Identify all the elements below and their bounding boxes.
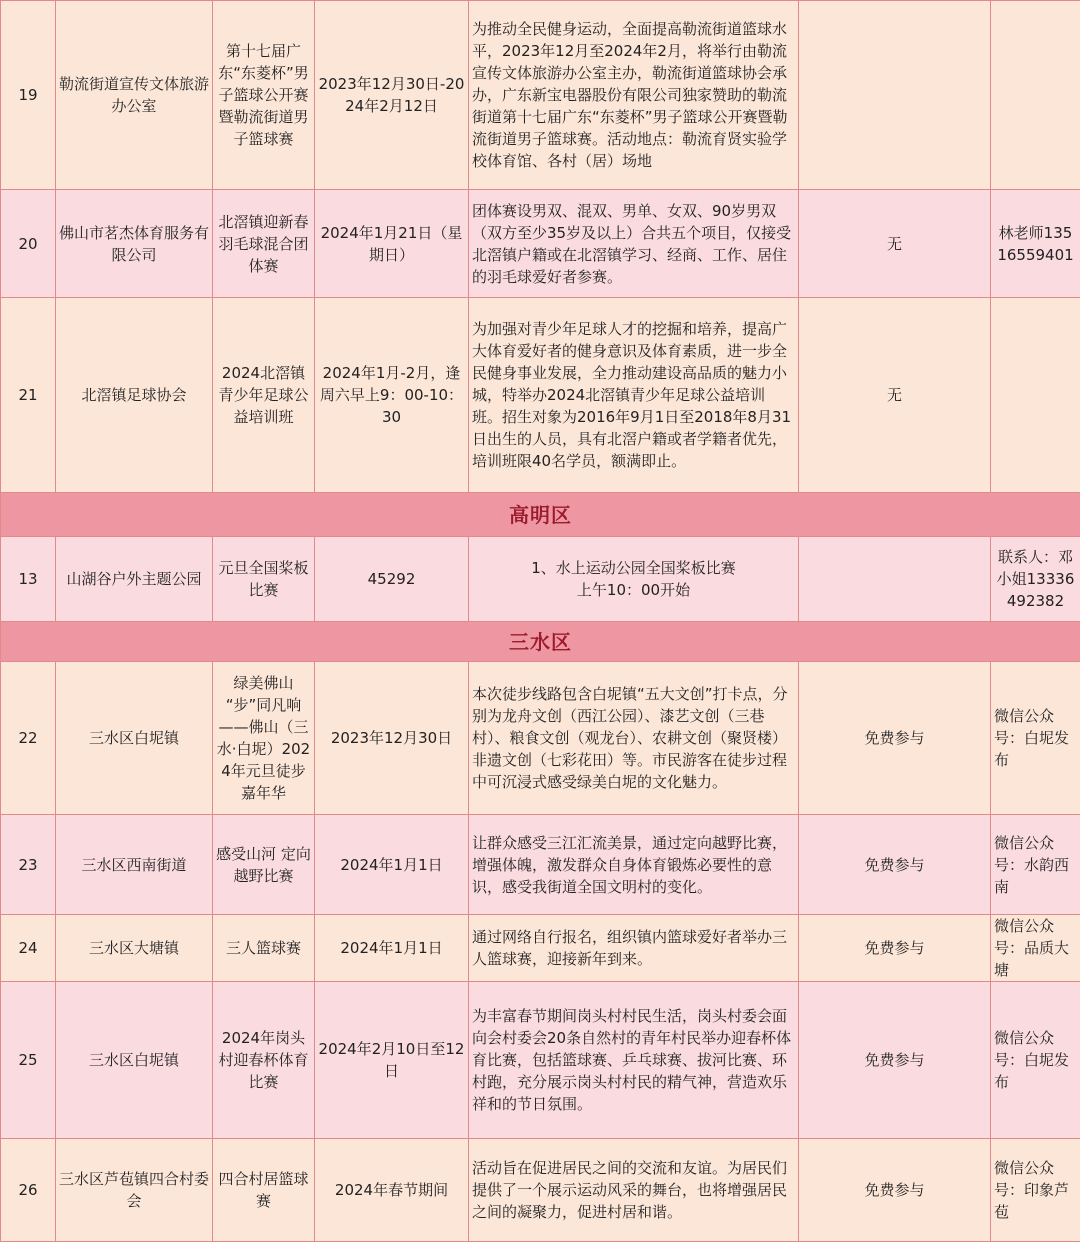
fee-cell: 免费参与 — [799, 915, 991, 982]
event-time-cell: 2024年1月21日（星期日） — [315, 190, 469, 298]
row-number: 25 — [1, 982, 56, 1139]
event-name-cell: 第十七届广东“东菱杯”男子篮球公开赛暨勒流街道男子篮球赛 — [213, 1, 315, 190]
organizer-cell: 三水区大塘镇 — [56, 915, 213, 982]
event-content-cell: 通过网络自行报名，组织镇内篮球爱好者举办三人篮球赛，迎接新年到来。 — [469, 915, 799, 982]
contact-cell: 微信公众号：品质大塘 — [991, 915, 1080, 982]
event-time-cell: 45292 — [315, 537, 469, 622]
organizer-cell: 勒流街道宣传文体旅游办公室 — [56, 1, 213, 190]
contact-cell: 联系人：邓小姐13336492382 — [991, 537, 1080, 622]
fee-cell: 无 — [799, 298, 991, 493]
fee-cell: 免费参与 — [799, 662, 991, 815]
contact-cell — [991, 1, 1080, 190]
fee-cell: 免费参与 — [799, 982, 991, 1139]
section-title: 高明区 — [1, 493, 1080, 537]
table-row — [1, 1139, 1080, 1242]
event-content-cell: 让群众感受三江汇流美景，通过定向越野比赛，增强体魄，激发群众自身体育锻炼必要性的意识，感受我街道全国文明村的变化。 — [469, 815, 799, 915]
organizer-cell: 山湖谷户外主题公园 — [56, 537, 213, 622]
table-row — [1, 1, 1080, 190]
event-name-cell: 三人篮球赛 — [213, 915, 315, 982]
section-header-gaoming — [1, 493, 1080, 537]
event-time-cell: 2024年1月-2月，逢周六早上9：00-10：30 — [315, 298, 469, 493]
contact-cell: 微信公众号：白坭发布 — [991, 982, 1080, 1139]
event-name-cell: 四合村居篮球赛 — [213, 1139, 315, 1242]
fee-cell — [799, 1, 991, 190]
event-name-cell: 2024北滘镇青少年足球公益培训班 — [213, 298, 315, 493]
row-number: 22 — [1, 662, 56, 815]
event-name-cell: 绿美佛山 “步”同凡响——佛山（三水·白坭）2024年元旦徒步嘉年华 — [213, 662, 315, 815]
event-time-cell: 2024年1月1日 — [315, 815, 469, 915]
event-content-cell: 为加强对青少年足球人才的挖掘和培养，提高广大体育爱好者的健身意识及体育素质，进一步全民健身事业发展，全力推动建设高品质的魅力小城，特举办2024北滘镇青少年足球公益培训班。招生对象为2016年9月1日至2018年8月31日出生的人员，具有北滘户籍或者学籍者优先，培训班限40名学员，额满即止。 — [469, 298, 799, 493]
event-content-cell — [469, 537, 799, 622]
table-row — [1, 298, 1080, 493]
row-number: 24 — [1, 915, 56, 982]
row-number: 19 — [1, 1, 56, 190]
event-content-cell: 为推动全民健身运动，全面提高勒流街道篮球水平，2023年12月至2024年2月，将举行由勒流宣传文体旅游办公室主办，勒流街道篮球协会承办，广东新宝电器股份有限公司独家赞助的勒流街道第十七届广东“东菱杯”男子篮球公开赛暨勒流街道男子篮球赛。活动地点：勒流育贤实验学校体育馆、各村（居）场地 — [469, 1, 799, 190]
event-content-cell: 为丰富春节期间岗头村村民生活，岗头村委会面向会村委会20条自然村的青年村民举办迎春杯体育比赛，包括篮球赛、乒乓球赛、拔河比赛、环村跑，充分展示岗头村村民的精气神，营造欢乐祥和的节日氛围。 — [469, 982, 799, 1139]
contact-cell: 林老师13516559401 — [991, 190, 1080, 298]
organizer-cell: 三水区白坭镇 — [56, 662, 213, 815]
row-number: 21 — [1, 298, 56, 493]
event-time-cell: 2023年12月30日-2024年2月12日 — [315, 1, 469, 190]
fee-cell — [799, 537, 991, 622]
table-row — [1, 982, 1080, 1139]
event-content-cell: 本次徒步线路包含白坭镇“五大文创”打卡点，分别为龙舟文创（西江公园）、漆艺文创（三巷村）、粮食文创（观龙台）、农耕文创（聚贤楼）非遗文创（七彩花田）等。市民游客在徒步过程中可沉浸式感受绿美白坭的文化魅力。 — [469, 662, 799, 815]
event-name-cell: 北滘镇迎新春羽毛球混合团体赛 — [213, 190, 315, 298]
row-number: 13 — [1, 537, 56, 622]
row-number: 23 — [1, 815, 56, 915]
fee-cell: 免费参与 — [799, 1139, 991, 1242]
contact-cell — [991, 298, 1080, 493]
section-header-sanshui — [1, 622, 1080, 662]
event-name-cell: 2024年岗头村迎春杯体育比赛 — [213, 982, 315, 1139]
event-time-cell: 2024年春节期间 — [315, 1139, 469, 1242]
event-time-cell: 2024年2月10日至12日 — [315, 982, 469, 1139]
row-number: 20 — [1, 190, 56, 298]
event-time-cell: 2024年1月1日 — [315, 915, 469, 982]
organizer-cell: 北滘镇足球协会 — [56, 298, 213, 493]
contact-cell: 微信公众号：水韵西南 — [991, 815, 1080, 915]
organizer-cell: 三水区白坭镇 — [56, 982, 213, 1139]
event-name-cell: 元旦全国桨板比赛 — [213, 537, 315, 622]
contact-cell: 微信公众号：白坭发布 — [991, 662, 1080, 815]
contact-cell: 微信公众号：印象芦苞 — [991, 1139, 1080, 1242]
fee-cell: 免费参与 — [799, 815, 991, 915]
content-line: 1、水上运动公园全国桨板比赛 — [531, 559, 736, 577]
content-line: 上午10：00开始 — [576, 581, 691, 599]
table-row — [1, 915, 1080, 982]
section-title: 三水区 — [1, 622, 1080, 662]
table-row — [1, 815, 1080, 915]
organizer-cell: 三水区西南街道 — [56, 815, 213, 915]
organizer-cell: 三水区芦苞镇四合村委会 — [56, 1139, 213, 1242]
table-row — [1, 537, 1080, 622]
fee-cell: 无 — [799, 190, 991, 298]
event-content-cell: 团体赛设男双、混双、男单、女双、90岁男双（双方至少35岁及以上）合共五个项目，仅接受北滘镇户籍或在北滘镇学习、经商、工作、居住的羽毛球爱好者参赛。 — [469, 190, 799, 298]
table-row — [1, 662, 1080, 815]
event-content-cell: 活动旨在促进居民之间的交流和友谊。为居民们提供了一个展示运动风采的舞台，也将增强居民之间的凝聚力，促进村居和谐。 — [469, 1139, 799, 1242]
organizer-cell: 佛山市茗杰体育服务有限公司 — [56, 190, 213, 298]
row-number: 26 — [1, 1139, 56, 1242]
event-name-cell: 感受山河 定向越野比赛 — [213, 815, 315, 915]
table-row — [1, 190, 1080, 298]
event-time-cell: 2023年12月30日 — [315, 662, 469, 815]
